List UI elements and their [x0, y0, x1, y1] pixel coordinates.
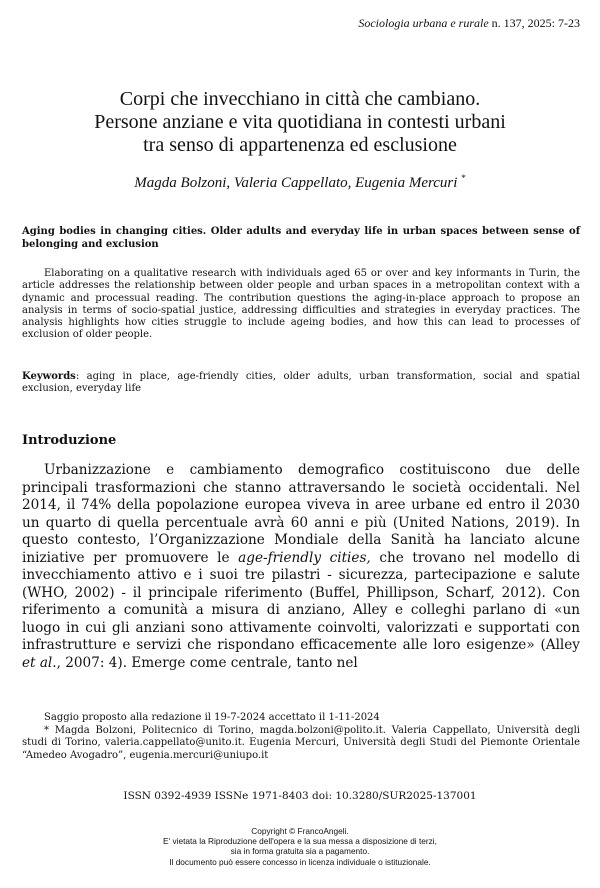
- body-text-part-2: che trovano nel modello di invecchiamento attivo e i suoi tre pilastri - sicurezza, partecipazione e salute (WHO, 2002) - il principale riferimento (Buffel, Phillipson, Scharf, 2012). Con riferimento a comunità a misura di anziano, Alley e colleghi parlano di «un luogo in cui gli anziani sono attivamente coinvolti, valorizzati e supportati con infrastrutture e servizi che rispondano efficacemente alle loro esigenze» (Alley: [22, 549, 580, 653]
- copyright-notice: [0, 826, 600, 867]
- copyright-line-1: Copyright © FrancoAngeli.: [251, 826, 349, 836]
- journal-reference: [358, 16, 580, 31]
- copyright-line-2: E' vietata la Riproduzione dell'opera e la sua messa a disposizione di terzi,: [163, 836, 437, 847]
- copyright-line-4: Il documento può essere concesso in licenza individuale o istituzionale.: [169, 856, 431, 867]
- body-paragraph: [22, 462, 580, 672]
- abstract: Elaborating on a qualitative research with individuals aged 65 or over and key informants in Turin, the article addresses the relationship between older people and urban spaces in a metropolitan context with a dynamic and processual reading. The contribution questions the aging-in-place approach to propose an analysis in terms of socio-spatial justice, addressing difficulties and strategies in everyday practices. The analysis highlights how cities struggle to include ageing bodies, and how this can lead to processes of exclusion of older people.: [22, 268, 580, 341]
- footnote: [22, 712, 580, 762]
- english-title: Aging bodies in changing cities. Older adults and everyday life in urban spaces between sense of belonging and exclusion: [22, 226, 580, 250]
- author-names: Magda Bolzoni, Valeria Cappellato, Eugenia Mercuri: [134, 175, 458, 191]
- author-footnote-mark: *: [461, 173, 466, 183]
- section-heading: Introduzione: [22, 433, 117, 448]
- keywords: [22, 371, 580, 396]
- journal-name: Sociologia urbana e rurale: [358, 16, 489, 30]
- body-italic-term: age-friendly cities,: [238, 549, 371, 566]
- title-line-3: tra senso di appartenenza ed esclusione: [143, 134, 457, 156]
- title-line-2: Persone anziane e vita quotidiana in contesti urbani: [94, 111, 506, 133]
- article-authors: [0, 173, 600, 192]
- issn-doi: ISSN 0392-4939 ISSNe 1971-8403 doi: 10.3280/SUR2025-137001: [123, 790, 477, 802]
- author-affiliations: * Magda Bolzoni, Politecnico di Torino, magda.bolzoni@polito.it. Valeria Cappellato, Università degli studi di Torino, valeria.cappellato@unito.it. Eugenia Mercuri, Università degli Studi del Piemonte Orientale “Amedeo Avogadro”, eugenia.mercuri@uniupo.it: [22, 724, 580, 761]
- copyright-line-3: sia in forma gratuita sia a pagamento.: [230, 846, 370, 857]
- journal-issue: n. 137, 2025: 7-23: [491, 16, 580, 30]
- body-italic-etal: et al: [22, 654, 53, 671]
- article-title: [0, 88, 600, 157]
- submission-dates: Saggio proposto alla redazione il 19-7-2024 accettato il 1-11-2024: [44, 712, 380, 723]
- body-text-part-3: ., 2007: 4). Emerge come centrale, tanto nel: [52, 654, 358, 671]
- keywords-label: Keywords: [22, 371, 76, 382]
- body-text-part-1: Urbanizzazione e cambiamento demografico costituiscono due delle principali trasformazioni che stanno attraversando le società occidentali. Nel 2014, il 74% della popolazione europea viveva in aree urbane ed entro il 2030 un quarto di quella percentuale avrà 60 anni e più (United Nations, 2019). In questo contesto, l’Organizzazione Mondiale della Sanità ha lanciato alcune iniziative per promuovere le: [22, 462, 580, 566]
- title-line-1: Corpi che invecchiano in città che cambiano.: [119, 88, 481, 110]
- keywords-list: : aging in place, age-friendly cities, older adults, urban transformation, social and spatial exclusion, everyday life: [22, 371, 580, 395]
